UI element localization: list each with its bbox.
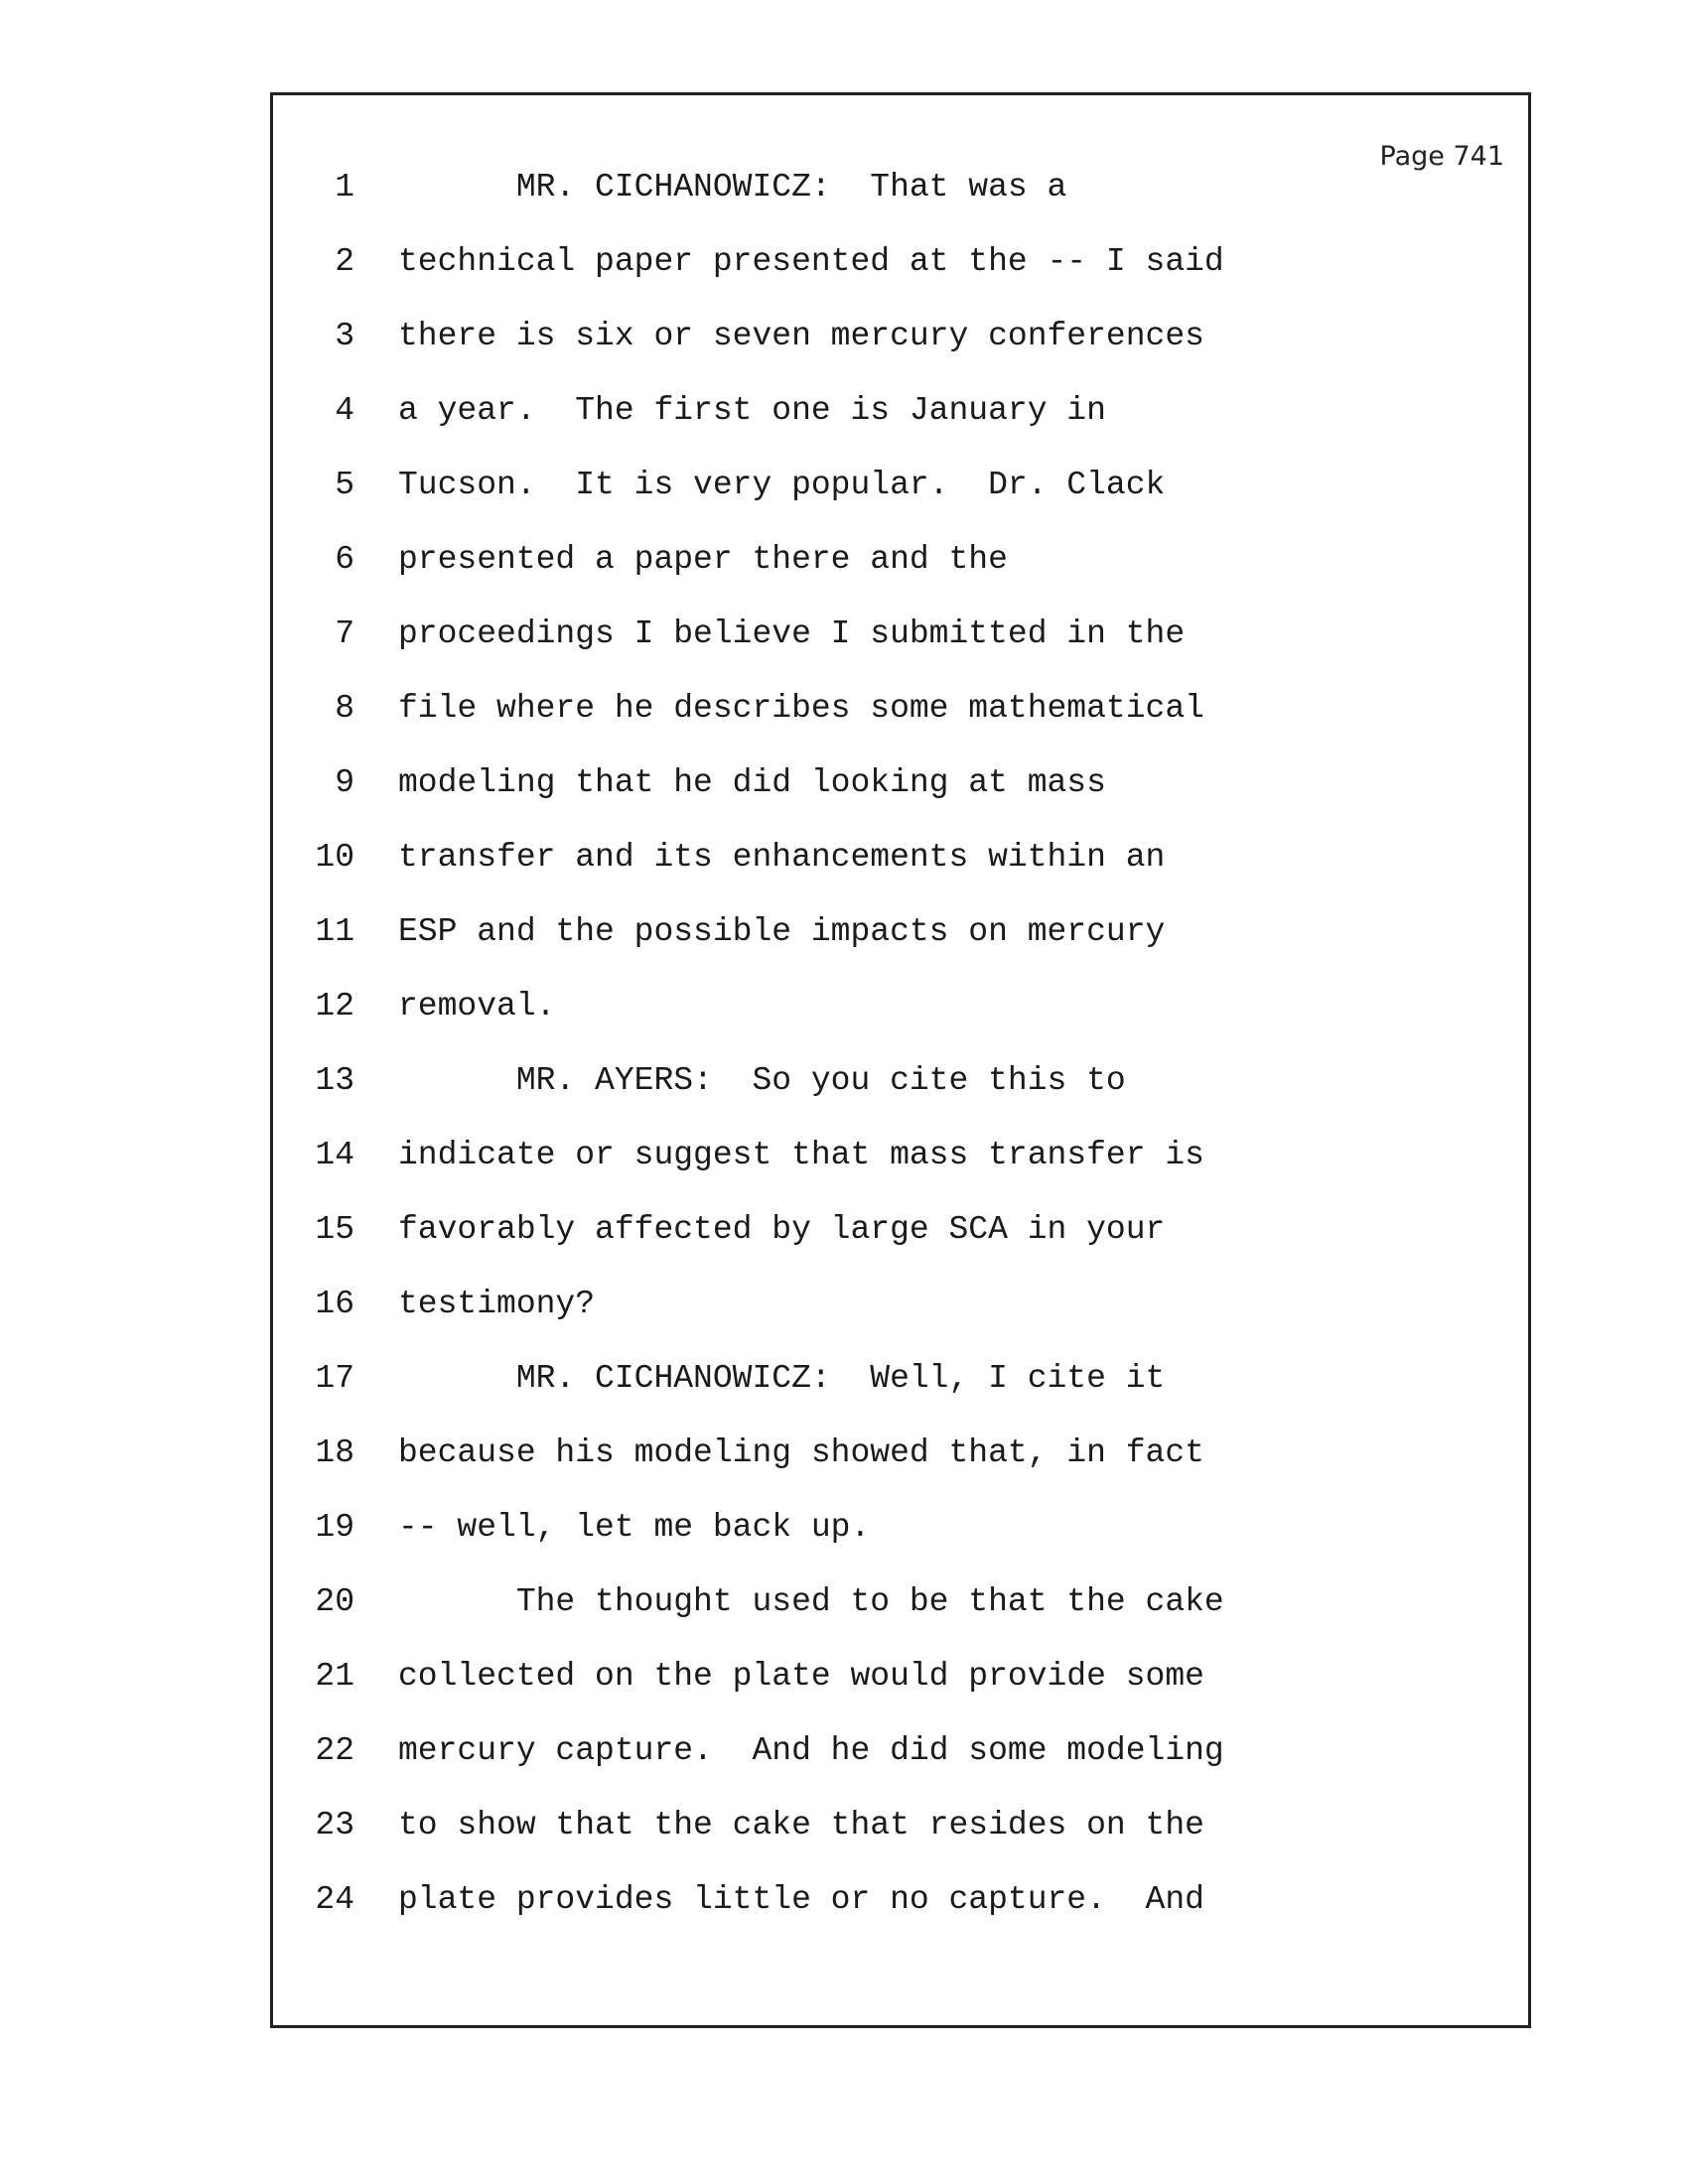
line-number: 7 [335, 615, 354, 652]
line-text: MR. CICHANOWICZ: That was a [398, 169, 1067, 205]
line-text: MR. AYERS: So you cite this to [398, 1062, 1126, 1099]
line-number: 2 [335, 243, 354, 280]
transcript-line [273, 1657, 1528, 1716]
line-text: a year. The first one is January in [398, 392, 1106, 429]
line-number: 15 [315, 1211, 354, 1248]
transcript-line [273, 540, 1528, 600]
line-number: 6 [335, 541, 354, 578]
line-text: Tucson. It is very popular. Dr. Clack [398, 467, 1166, 503]
line-text: ESP and the possible impacts on mercury [398, 913, 1166, 950]
line-number: 23 [315, 1807, 354, 1843]
transcript-line [273, 1210, 1528, 1270]
line-text: plate provides little or no capture. And [398, 1881, 1204, 1918]
line-number: 12 [315, 988, 354, 1024]
transcript-line [273, 763, 1528, 823]
transcript-line [273, 1880, 1528, 1940]
transcript-line [273, 168, 1528, 227]
line-number: 17 [315, 1360, 354, 1397]
line-number: 16 [315, 1286, 354, 1322]
transcript-line [273, 242, 1528, 302]
line-number: 21 [315, 1658, 354, 1695]
transcript-line [273, 1508, 1528, 1568]
page-number: Page 741 [1379, 141, 1504, 172]
line-text: MR. CICHANOWICZ: Well, I cite it [398, 1360, 1166, 1397]
line-number: 4 [335, 392, 354, 429]
transcript-line [273, 1136, 1528, 1195]
line-text: there is six or seven mercury conferences [398, 318, 1204, 354]
line-text: proceedings I believe I submitted in the [398, 615, 1186, 652]
line-number: 3 [335, 318, 354, 354]
line-text: technical paper presented at the -- I said [398, 243, 1224, 280]
line-text: -- well, let me back up. [398, 1509, 871, 1546]
line-number: 10 [315, 839, 354, 876]
line-text: to show that the cake that resides on the [398, 1807, 1204, 1843]
line-number: 24 [315, 1881, 354, 1918]
line-number: 5 [335, 467, 354, 503]
transcript-line [273, 466, 1528, 525]
transcript-line [273, 987, 1528, 1046]
line-text: The thought used to be that the cake [398, 1583, 1224, 1620]
line-number: 20 [315, 1583, 354, 1620]
line-number: 19 [315, 1509, 354, 1546]
line-number: 13 [315, 1062, 354, 1099]
line-text: mercury capture. And he did some modeling [398, 1732, 1224, 1769]
transcript-line [273, 1582, 1528, 1642]
line-text: indicate or suggest that mass transfer is [398, 1137, 1204, 1173]
transcript-line [273, 1359, 1528, 1419]
transcript-line [273, 391, 1528, 451]
line-text: because his modeling showed that, in fact [398, 1434, 1204, 1471]
line-text: removal. [398, 988, 556, 1024]
line-number: 1 [335, 169, 354, 205]
line-text: file where he describes some mathematical [398, 690, 1204, 727]
transcript-line [273, 689, 1528, 749]
transcript-line [273, 838, 1528, 897]
line-number: 22 [315, 1732, 354, 1769]
transcript-line [273, 1806, 1528, 1865]
transcript-line [273, 614, 1528, 674]
line-number: 11 [315, 913, 354, 950]
line-number: 8 [335, 690, 354, 727]
line-number: 9 [335, 764, 354, 801]
line-text: transfer and its enhancements within an [398, 839, 1166, 876]
transcript-line [273, 1061, 1528, 1121]
line-text: modeling that he did looking at mass [398, 764, 1106, 801]
line-number: 14 [315, 1137, 354, 1173]
line-text: collected on the plate would provide some [398, 1658, 1204, 1695]
line-text: testimony? [398, 1286, 596, 1322]
line-text: favorably affected by large SCA in your [398, 1211, 1166, 1248]
line-number: 18 [315, 1434, 354, 1471]
transcript-line [273, 1731, 1528, 1791]
transcript-line [273, 1433, 1528, 1493]
line-text: presented a paper there and the [398, 541, 1008, 578]
transcript-page [270, 92, 1531, 2028]
transcript-line [273, 912, 1528, 972]
transcript-line [273, 317, 1528, 376]
transcript-line [273, 1285, 1528, 1344]
